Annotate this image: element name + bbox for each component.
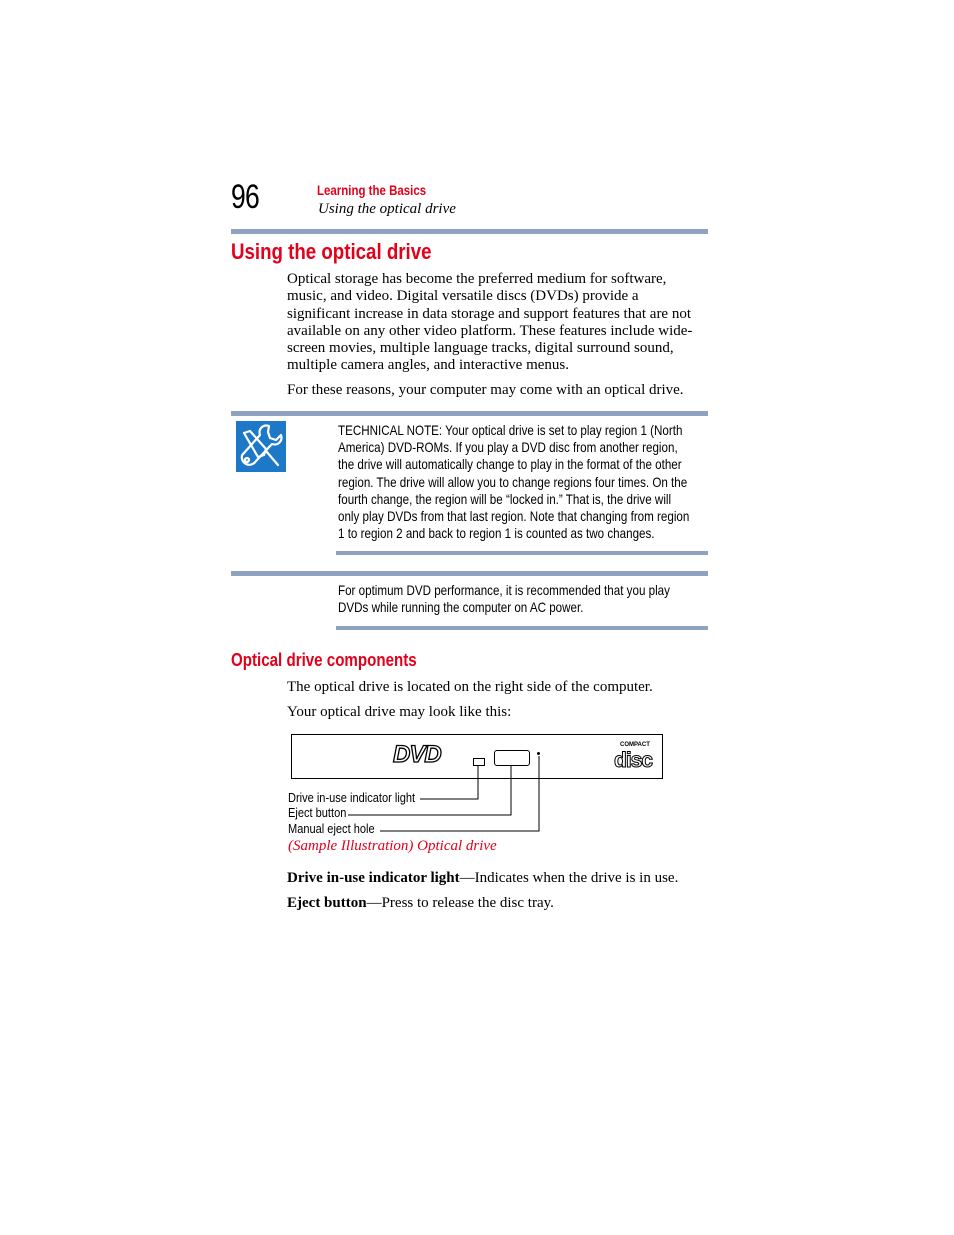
page-number: 96 [231, 178, 259, 216]
note-line: only play DVDs from that last region. Note that changing from region [338, 508, 690, 525]
definition-text: —Press to release the disc tray. [366, 895, 554, 911]
note-line: the drive will automatically change to play in the format of the other [338, 456, 682, 473]
definition-eject-button [287, 895, 554, 912]
callout-eject-button: Eject button [288, 805, 347, 820]
intro-line: screen movies, multiple language tracks, digital surround sound, [287, 340, 674, 357]
compact-label: COMPACT [620, 742, 650, 748]
intro-line: music, and video. Digital versatile discs (DVDs) provide a [287, 288, 639, 305]
note-line: For optimum DVD performance, it is recommended that you play [338, 582, 670, 598]
definition-indicator-light [287, 870, 678, 887]
components-heading: Optical drive components [231, 650, 417, 670]
note-line: America) DVD-ROMs. If you play a DVD disc from another region, [338, 439, 678, 456]
illustration-caption: (Sample Illustration) Optical drive [288, 838, 497, 854]
reasons-paragraph: For these reasons, your computer may come with an optical drive. [287, 382, 684, 398]
location-paragraph: The optical drive is located on the right side of the computer. [287, 679, 653, 695]
intro-line: Optical storage has become the preferred medium for software, [287, 271, 667, 287]
look-paragraph: Your optical drive may look like this: [287, 704, 512, 720]
note-line: DVDs while running the computer on AC power. [338, 599, 584, 616]
intro-line: multiple camera angles, and interactive menus. [287, 357, 569, 374]
dvd-logo-text: DVD [393, 741, 441, 768]
definition-term: Eject button [287, 895, 367, 911]
running-section-title: Using the optical drive [318, 201, 456, 217]
definition-text: —Indicates when the drive is in use. [459, 870, 679, 886]
definition-term: Drive in-use indicator light [287, 870, 460, 886]
note-line: TECHNICAL NOTE: Your optical drive is set to play region 1 (North [338, 422, 683, 438]
note-line: fourth change, the region will be “locked in.” That is, the drive will [338, 490, 672, 507]
callout-indicator-light: Drive in-use indicator light [288, 790, 416, 805]
intro-line: significant increase in data storage and support features that are not [287, 305, 692, 322]
note-line: 1 to region 2 and back to region 1 is counted as two changes. [338, 525, 655, 542]
disc-label: disc [614, 749, 653, 770]
chapter-title: Learning the Basics [317, 182, 427, 198]
intro-line: available on any other video platform. These features include wide- [287, 322, 693, 339]
page-title: Using the optical drive [231, 239, 432, 264]
callout-manual-eject-hole: Manual eject hole [288, 821, 375, 836]
note-line: region. The drive will allow you to change regions four times. On the [338, 473, 688, 490]
